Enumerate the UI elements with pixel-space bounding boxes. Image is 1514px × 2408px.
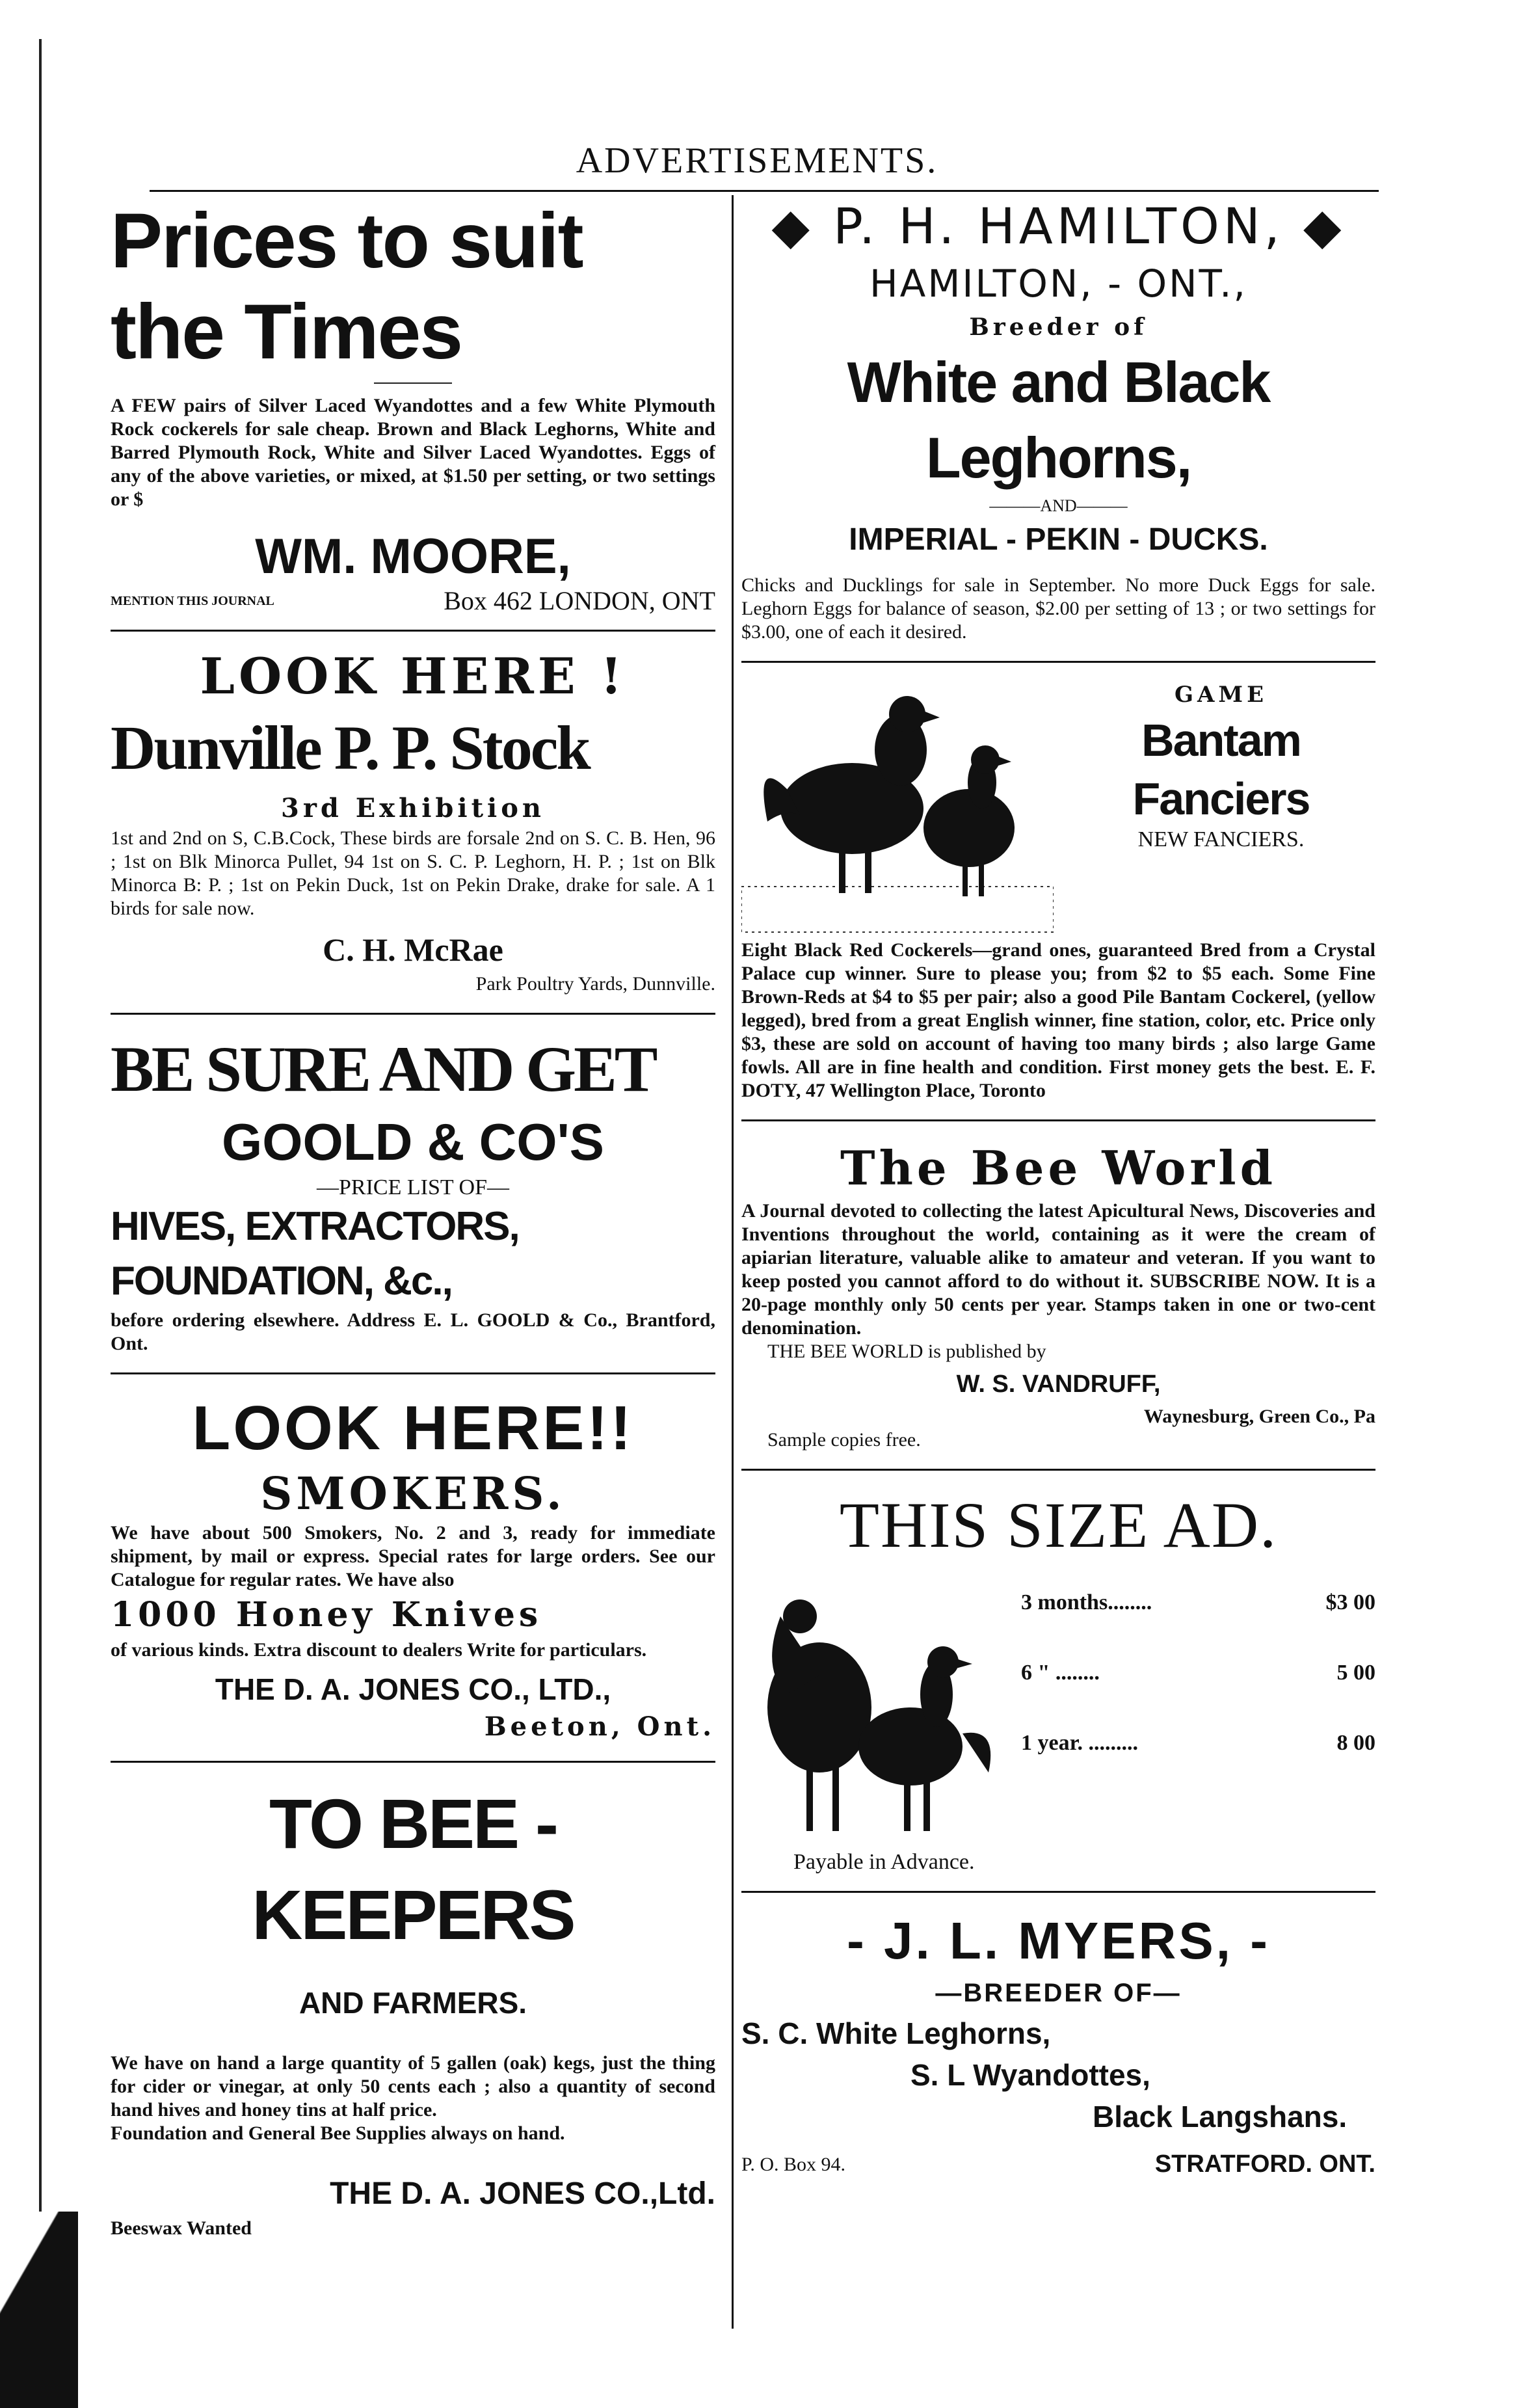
rooster-hen-illustration-icon (741, 678, 1054, 939)
goold-title: BE SURE AND GET (111, 1033, 656, 1105)
hamilton-and: ———AND——— (989, 496, 1128, 515)
separator-4 (111, 1761, 715, 1763)
beekeepers-title: TO BEE - KEEPERS (252, 1784, 574, 1954)
bantam-game: GAME (1175, 682, 1268, 708)
bantam-subtitle: NEW FANCIERS. (1137, 827, 1305, 851)
bantam-title: Bantam Fanciers (1132, 715, 1310, 824)
beeworld-sample: Sample copies free. (767, 1429, 921, 1451)
page-header: ADVERTISEMENTS. (576, 140, 938, 181)
separator-5 (741, 661, 1375, 663)
dunville-text: 1st and 2nd on S, C.B.Cock, These birds are forsale 2nd on S. C. B. Hen, 96 ; 1st on Blk Minorca Pullet, 94 1st on S. C. P. Leghorn, H. P. ; 1st on Blk Minorca B: P. ; 1st on Pekin Duck, 1st on Pekin Drake, drake for sale. A 1 birds for sale now. (111, 827, 715, 919)
separator-1 (111, 630, 715, 632)
hamilton-breeder: Breeder of (969, 314, 1148, 341)
beekeepers-subtitle: AND FARMERS. (299, 1986, 527, 2020)
hamilton-text: Chicks and Ducklings for sale in September. No more Duck Eggs for sale. Leghorn Eggs for balance of season, $2.00 per setting of 13 ; or two settings for $3.00, one of each it desired. (741, 574, 1375, 643)
sizead-prices (1021, 1577, 1375, 1851)
sizead-body (741, 1577, 1375, 1851)
myers-name: - J. L. MYERS, - (847, 1912, 1270, 1970)
dunville-name: C. H. McRae (323, 931, 503, 968)
sizead-payable: Payable in Advance. (793, 1850, 975, 1874)
prices-mention: MENTION THIS JOURNAL (111, 594, 274, 608)
separator-6 (741, 1119, 1375, 1121)
beekeepers-text2: Foundation and General Bee Supplies always on hand. (111, 2122, 565, 2144)
myers-breed-1: S. C. White Leghorns, (741, 2016, 1051, 2050)
column-divider (732, 195, 734, 2329)
beeworld-published: THE BEE WORLD is published by (767, 1341, 1046, 1362)
hamilton-ad (741, 195, 1375, 644)
sizead-term: 3 months........ (1021, 1590, 1152, 1614)
left-margin-shadow (0, 0, 26, 2408)
header-rule (150, 190, 1379, 192)
smokers-ad (111, 1390, 715, 1744)
separator-8 (741, 1891, 1375, 1893)
smokers-text: We have about 500 Smokers, No. 2 and 3, ready for immediate shipment, by mail or express. Special rates for large orders. See our Catalogue for regular rates. We have also (111, 1522, 715, 1590)
left-margin-corner (0, 2212, 78, 2408)
beekeepers-footer: Beeswax Wanted (111, 2217, 252, 2239)
hamilton-ornament-left: ◆ (771, 197, 814, 255)
prices-address: Box 462 LONDON, ONT (444, 586, 715, 615)
right-column (741, 195, 1375, 2195)
sizead-ad (741, 1486, 1375, 1874)
bantam-side (1067, 678, 1375, 939)
hamilton-ducks: IMPERIAL - PEKIN - DUCKS. (849, 522, 1268, 557)
hamilton-name (741, 195, 1375, 258)
smokers-place: Beeton, Ont. (484, 1711, 715, 1742)
separator-3 (111, 1372, 715, 1374)
beeworld-text: A Journal devoted to collecting the latest Apicultural News, Discoveries and Inventions throughout the world, containing as it were the cream of apiarian literature, valuable alike to amateur and veteran. If you want to keep posted you cannot afford to do without it. SUBSCRIBE NOW. It is a 20-page monthly only 50 cents per year. Stamps taken in one or two-cent denomination. (741, 1200, 1375, 1339)
smokers-knives: 1000 Honey Knives (111, 1595, 542, 1635)
hamilton-place: HAMILTON, - ONT., (870, 261, 1247, 306)
dunville-ad (111, 647, 715, 996)
hamilton-ornament-right: ◆ (1303, 197, 1346, 255)
prices-footer (111, 586, 715, 615)
sizead-term: 1 year. ......... (1021, 1731, 1139, 1755)
dunville-heading: Dunville P. P. Stock (111, 713, 589, 783)
bantam-ad (741, 678, 1375, 1103)
separator-7 (741, 1469, 1375, 1471)
myers-ad (741, 1908, 1375, 2178)
myers-place: STRATFORD. ONT. (1154, 2150, 1375, 2178)
sizead-row-1 (1021, 1590, 1375, 1615)
look-title: LOOK HERE ! (200, 647, 626, 705)
hamilton-name-text: P. H. HAMILTON, (833, 197, 1284, 255)
sizead-row-2 (1021, 1661, 1375, 1685)
beeworld-ad (741, 1137, 1375, 1452)
prices-ad (111, 195, 715, 613)
myers-footer (741, 2150, 1375, 2178)
prices-short-rule (374, 382, 452, 384)
myers-box: P. O. Box 94. (741, 2153, 846, 2175)
goold-text: before ordering elsewhere. Address E. L. GOOLD & Co., Brantford, Ont. (111, 1309, 715, 1354)
left-margin-line (39, 39, 42, 2316)
beekeepers-text: We have on hand a large quantity of 5 gallen (oak) kegs, just the thing for cider or vinegar, at only 50 cents each ; also a quantity of second hand hives and honey tins at half price. (111, 2052, 715, 2120)
prices-text: A FEW pairs of Silver Laced Wyandottes and a few White Plymouth Rock cockerels for sale cheap. Brown and Black Leghorns, White and Barred Plymouth Rock, White and Silver Laced Wyandottes. Eggs of any of the above varieties, or mixed, at $1.50 per setting, or two settings or $ (111, 395, 715, 510)
myers-breed-2: S. L Wyandottes, (910, 2058, 1150, 2092)
separator-2 (111, 1013, 715, 1015)
hamilton-and-text: AND (1040, 496, 1077, 515)
beekeepers-ad (111, 1778, 715, 2240)
smokers-company: THE D. A. JONES CO., LTD., (215, 1672, 611, 1706)
dunville-address: Park Poultry Yards, Dunnville. (475, 973, 715, 995)
beeworld-place: Waynesburg, Green Co., Pa (1143, 1406, 1375, 1427)
goold-price-list: —PRICE LIST OF— (317, 1175, 509, 1199)
beeworld-title: The Bee World (840, 1140, 1277, 1196)
beekeepers-company: THE D. A. JONES CO.,Ltd. (330, 2176, 715, 2211)
prices-title: Prices to suit the Times (111, 197, 583, 375)
fighting-cock-illustration-icon (741, 1577, 1002, 1851)
left-column (111, 195, 715, 2257)
goold-ad (111, 1030, 715, 1356)
smokers-title: LOOK HERE!! (192, 1393, 634, 1463)
sizead-title: THIS SIZE AD. (839, 1489, 1278, 1561)
smokers-subtitle: SMOKERS. (260, 1468, 566, 1520)
prices-name: WM. MOORE, (255, 529, 571, 584)
goold-company: GOOLD & CO'S (222, 1113, 604, 1171)
myers-breed-3: Black Langshans. (1093, 2100, 1348, 2134)
beeworld-name: W. S. VANDRUFF, (956, 1371, 1161, 1398)
sizead-price: 8 00 (1336, 1731, 1375, 1755)
myers-breeder: —BREEDER OF— (935, 1979, 1182, 2007)
dunville-subheading: 3rd Exhibition (280, 793, 545, 823)
goold-items: HIVES, EXTRACTORS, FOUNDATION, &c., (111, 1204, 519, 1304)
smokers-text2: of various kinds. Extra discount to dealers Write for particulars. (111, 1639, 647, 1661)
bantam-top (741, 678, 1375, 939)
sizead-price: $3 00 (1325, 1590, 1375, 1614)
sizead-row-3 (1021, 1731, 1375, 1756)
sizead-term: 6 " ........ (1021, 1661, 1100, 1685)
bantam-text: Eight Black Red Cockerels—grand ones, guaranteed Bred from a Crystal Palace cup winner. Sure to please you; from $2 to $5 each. Some Fine Brown-Reds at $4 to $5 per pair; also a good Pile Bantam Cockerel, (yellow legged), bred from a great English winner, fine station, color, etc. Price only $3, these are sold on account of having too many birds ; also large Game fowls. All are in fine health and condition. First money gets the best. E. F. DOTY, 47 Wellington Place, Toronto (741, 939, 1375, 1101)
sizead-price: 5 00 (1336, 1661, 1375, 1685)
hamilton-title: White and Black Leghorns, (847, 350, 1270, 490)
